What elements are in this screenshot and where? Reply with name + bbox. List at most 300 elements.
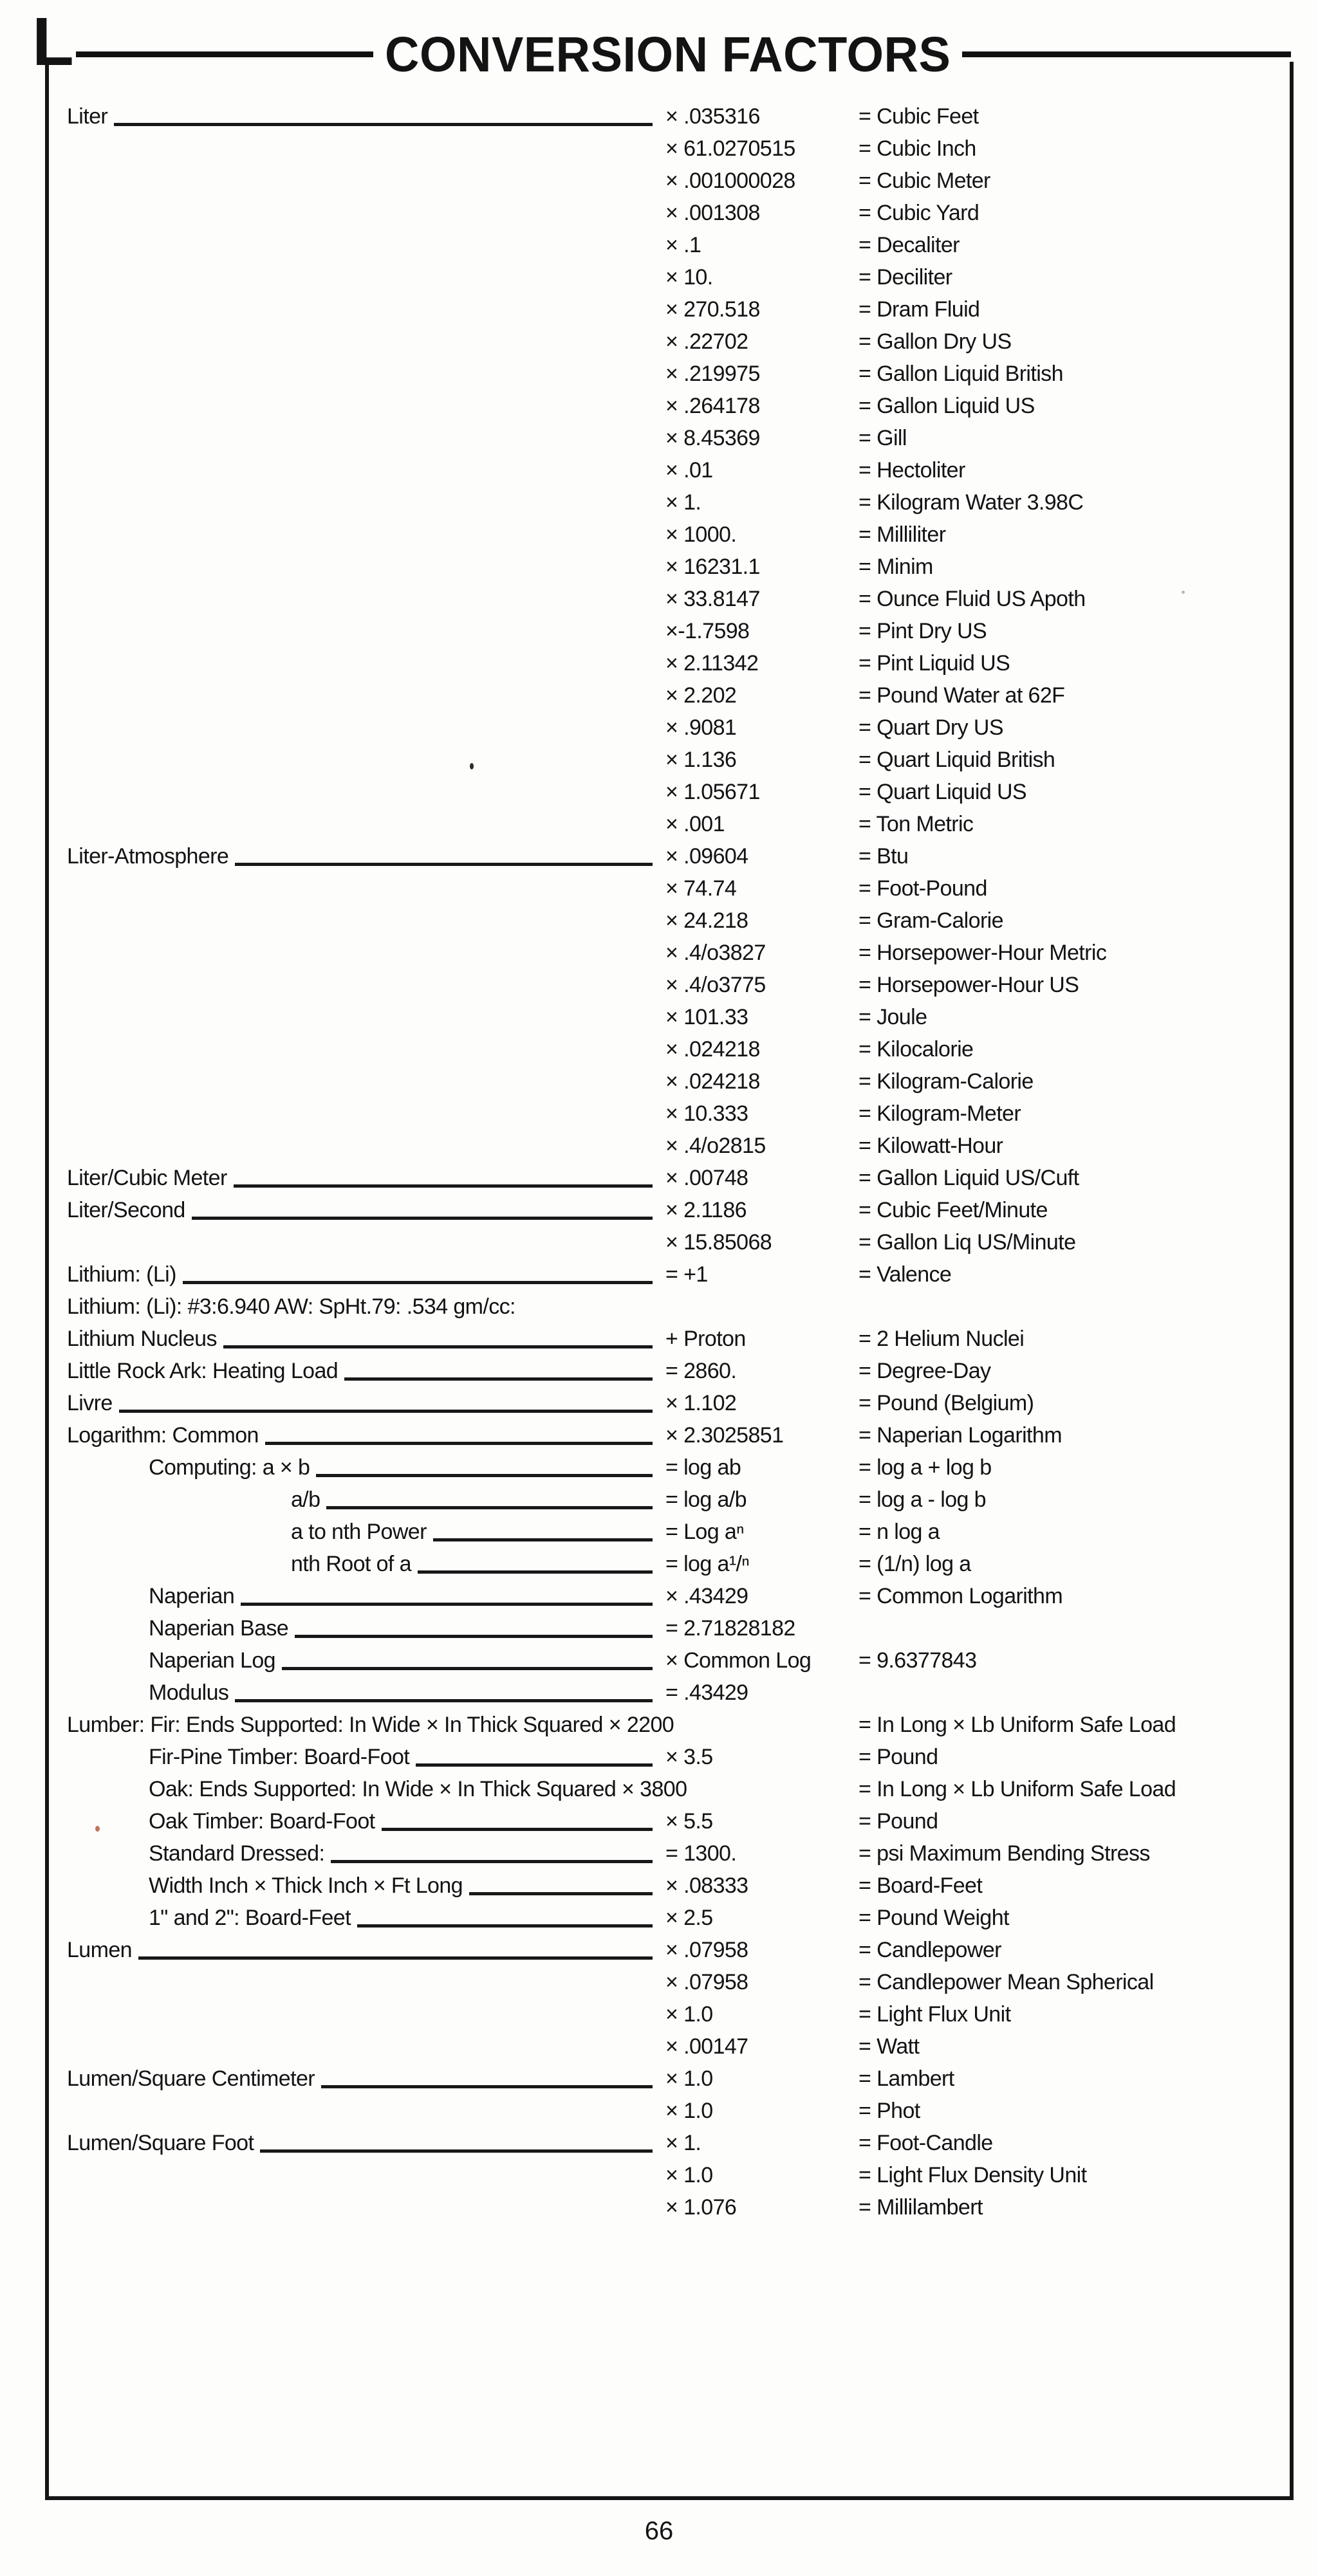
table-row	[67, 1387, 1288, 1419]
row-result: = Phot	[859, 2099, 920, 2123]
row-label-cell	[67, 454, 665, 486]
row-result: = log a + log b	[859, 1455, 992, 1480]
row-factor: × 2.3025851	[665, 1423, 784, 1448]
table-row	[67, 2095, 1288, 2127]
row-result: = Pound Weight	[859, 1906, 1009, 1930]
row-factor: × 10.	[665, 265, 713, 290]
row-factor: + Proton	[665, 1327, 746, 1351]
row-factor: × .219975	[665, 362, 760, 386]
table-row	[67, 454, 1288, 486]
table-row	[67, 1580, 1288, 1612]
row-label-cell	[67, 1355, 665, 1387]
row-result: = 9.6377843	[859, 1648, 977, 1673]
row-label: Logarithm: Common	[67, 1423, 259, 1448]
table-row	[67, 1516, 1288, 1548]
table-row	[67, 872, 1288, 905]
table-row	[67, 2159, 1288, 2191]
row-label-cell	[67, 1033, 665, 1065]
row-label-cell	[67, 1516, 665, 1548]
row-label-cell	[67, 197, 665, 229]
row-factor: × .4/o2815	[665, 1134, 766, 1158]
scan-speck	[95, 1826, 100, 1832]
leader-line	[235, 863, 653, 866]
row-factor: × .024218	[665, 1037, 760, 1062]
row-label-cell	[67, 1998, 665, 2030]
row-factor	[665, 1709, 859, 1741]
row-label-cell	[67, 1548, 665, 1580]
table-row	[67, 519, 1288, 551]
row-result: = Light Flux Unit	[859, 2002, 1011, 2027]
leader-line	[433, 1538, 653, 1541]
row-factor: × .4/o3775	[665, 973, 766, 997]
table-row	[67, 1001, 1288, 1033]
table-row	[67, 1677, 1288, 1709]
row-label: nth Root of a	[291, 1552, 411, 1576]
row-result: = Cubic Yard	[859, 201, 979, 225]
row-label: Little Rock Ark: Heating Load	[67, 1359, 339, 1383]
table-row	[67, 2063, 1288, 2095]
row-label: Naperian Log	[149, 1648, 275, 1673]
row-result: = Dram Fluid	[859, 297, 980, 322]
table-row	[67, 100, 1288, 133]
row-factor: × .1	[665, 233, 701, 257]
row-label-cell	[67, 808, 665, 840]
row-label: Naperian	[149, 1584, 235, 1608]
row-factor: × .00147	[665, 2034, 748, 2059]
row-label-cell	[67, 1226, 665, 1258]
row-result: = Pound	[859, 1809, 938, 1834]
row-factor: × 2.5	[665, 1906, 713, 1930]
row-factor: × .4/o3827	[665, 941, 766, 965]
row-label-cell	[67, 2127, 665, 2159]
row-factor: = +1	[665, 1262, 708, 1287]
row-label-cell	[67, 293, 665, 326]
table-row	[67, 1709, 1288, 1741]
row-result	[859, 1612, 1288, 1644]
table-row	[67, 1902, 1288, 1934]
row-label-cell	[67, 1580, 665, 1612]
row-result: = Kilocalorie	[859, 1037, 974, 1062]
table-row	[67, 1966, 1288, 1998]
leader-line	[344, 1377, 653, 1381]
row-label-cell	[67, 486, 665, 519]
row-factor: × Common Log	[665, 1648, 812, 1673]
row-factor: × 1.076	[665, 2195, 737, 2220]
row-label-cell	[67, 1258, 665, 1291]
table-row	[67, 1033, 1288, 1065]
row-factor: × .264178	[665, 394, 760, 418]
row-result: = Candlepower Mean Spherical	[859, 1970, 1154, 1994]
row-label: Width Inch × Thick Inch × Ft Long	[149, 1873, 463, 1898]
row-factor: × .08333	[665, 1873, 748, 1898]
row-label: Oak: Ends Supported: In Wide × In Thick Squared × 3800	[149, 1777, 687, 1801]
table-row	[67, 1484, 1288, 1516]
table-row	[67, 1226, 1288, 1258]
row-label-cell	[67, 1837, 665, 1870]
row-factor: × .01	[665, 458, 713, 483]
section-letter: L	[32, 4, 73, 80]
row-result: = Valence	[859, 1262, 952, 1287]
row-label-cell	[67, 647, 665, 679]
row-label-cell	[67, 519, 665, 551]
row-factor: = 1300.	[665, 1841, 737, 1866]
leader-line	[357, 1924, 653, 1927]
row-result: = Hectoliter	[859, 458, 965, 483]
table-row	[67, 679, 1288, 712]
row-label: Lithium: (Li)	[67, 1262, 176, 1287]
table-row	[67, 1098, 1288, 1130]
row-label-cell	[67, 2095, 665, 2127]
row-label-cell	[67, 679, 665, 712]
row-label: 1" and 2": Board-Feet	[149, 1906, 351, 1930]
table-row	[67, 647, 1288, 679]
row-result: = Gallon Liquid US	[859, 394, 1035, 418]
row-result: = Light Flux Density Unit	[859, 2163, 1087, 2187]
row-label-cell	[67, 744, 665, 776]
row-result: = Gallon Liquid British	[859, 362, 1063, 386]
row-factor: × .09604	[665, 844, 748, 869]
row-factor: = .43429	[665, 1680, 748, 1705]
table-row	[67, 583, 1288, 615]
row-result: = n log a	[859, 1520, 940, 1544]
row-result: = Milliliter	[859, 522, 946, 547]
row-result: = Gallon Liquid US/Cuft	[859, 1166, 1079, 1190]
row-label-cell	[67, 390, 665, 422]
row-factor: × 8.45369	[665, 426, 760, 450]
row-result: = Ounce Fluid US Apoth	[859, 587, 1086, 611]
leader-line	[416, 1763, 653, 1767]
row-factor: × 1.136	[665, 748, 737, 772]
row-result: = Lambert	[859, 2066, 954, 2091]
row-result: = In Long × Lb Uniform Safe Load	[859, 1713, 1176, 1737]
row-factor: = 2860.	[665, 1359, 737, 1383]
leader-line	[321, 2085, 653, 2088]
table-row	[67, 1323, 1288, 1355]
row-result: = In Long × Lb Uniform Safe Load	[859, 1777, 1176, 1801]
row-label: Liter/Cubic Meter	[67, 1166, 227, 1190]
table-row	[67, 808, 1288, 840]
row-factor: × 10.333	[665, 1101, 748, 1126]
leader-line	[114, 123, 653, 126]
row-result: = Common Logarithm	[859, 1584, 1063, 1608]
row-label: a to nth Power	[291, 1520, 427, 1544]
table-row	[67, 261, 1288, 293]
row-label-cell	[67, 1162, 665, 1194]
table-row	[67, 840, 1288, 872]
table-row	[67, 1741, 1288, 1773]
row-label-cell	[67, 2063, 665, 2095]
row-result: = Millilambert	[859, 2195, 983, 2220]
row-result: = Kilogram-Meter	[859, 1101, 1021, 1126]
row-result: = Decaliter	[859, 233, 960, 257]
table-row	[67, 2191, 1288, 2223]
row-factor: × 1.0	[665, 2066, 713, 2091]
row-factor: × .9081	[665, 715, 737, 740]
row-label-cell	[67, 776, 665, 808]
row-result: = Foot-Candle	[859, 2131, 993, 2155]
table-row	[67, 2127, 1288, 2159]
row-label-cell	[67, 905, 665, 937]
table-row	[67, 551, 1288, 583]
row-result: = Cubic Meter	[859, 169, 990, 193]
table-row	[67, 1355, 1288, 1387]
row-label-cell	[67, 1130, 665, 1162]
table-row	[67, 776, 1288, 808]
row-label: Oak Timber: Board-Foot	[149, 1809, 375, 1834]
row-label-cell	[67, 1291, 665, 1323]
row-label-cell	[67, 2191, 665, 2223]
leader-line	[235, 1699, 653, 1702]
table-row	[67, 1773, 1288, 1805]
row-factor: × 33.8147	[665, 587, 760, 611]
row-label-cell	[67, 615, 665, 647]
row-label-cell	[67, 229, 665, 261]
row-factor	[665, 1773, 859, 1805]
table-row	[67, 1805, 1288, 1837]
row-label-cell	[67, 712, 665, 744]
table-row	[67, 1065, 1288, 1098]
row-result: = Cubic Inch	[859, 136, 976, 161]
table-row	[67, 197, 1288, 229]
leader-line	[326, 1506, 653, 1509]
row-factor: × 2.202	[665, 683, 737, 708]
row-label-cell	[67, 840, 665, 872]
table-row	[67, 1548, 1288, 1580]
row-label-cell	[67, 1773, 687, 1805]
row-factor: × .22702	[665, 329, 748, 354]
table-row	[67, 2030, 1288, 2063]
row-label-cell	[67, 1484, 665, 1516]
leader-line	[223, 1345, 653, 1348]
row-factor: × 101.33	[665, 1005, 748, 1029]
header-rule-right	[962, 51, 1291, 57]
scan-speck	[470, 763, 474, 769]
row-label-cell	[67, 326, 665, 358]
row-result: = Gill	[859, 426, 907, 450]
row-result: = (1/n) log a	[859, 1552, 971, 1576]
table-row	[67, 615, 1288, 647]
row-result: = Ton Metric	[859, 812, 974, 836]
row-label-cell	[67, 969, 665, 1001]
row-label-cell	[67, 2030, 665, 2063]
row-label-cell	[67, 1419, 665, 1451]
table-row	[67, 1258, 1288, 1291]
row-result: = Pound	[859, 1745, 938, 1769]
leader-line	[418, 1570, 653, 1574]
row-factor: = log a/b	[665, 1487, 747, 1512]
row-factor	[665, 1291, 859, 1323]
leader-line	[183, 1281, 653, 1284]
leader-line	[295, 1635, 653, 1638]
table-row	[67, 358, 1288, 390]
leader-line	[192, 1217, 653, 1220]
table-row	[67, 905, 1288, 937]
row-factor: × 1.0	[665, 2002, 713, 2027]
row-label-cell	[67, 1677, 665, 1709]
row-factor: × .001	[665, 812, 725, 836]
row-factor: × .07958	[665, 1970, 748, 1994]
table-row	[67, 486, 1288, 519]
table-row	[67, 1998, 1288, 2030]
row-result: = Pint Liquid US	[859, 651, 1010, 676]
row-factor: × .035316	[665, 104, 760, 129]
table-row	[67, 1130, 1288, 1162]
table-row	[67, 1934, 1288, 1966]
row-result: = Joule	[859, 1005, 927, 1029]
table-row	[67, 326, 1288, 358]
row-label-cell	[67, 261, 665, 293]
row-result: = Pound Water at 62F	[859, 683, 1065, 708]
row-label: Lithium Nucleus	[67, 1327, 217, 1351]
row-label-cell	[67, 358, 665, 390]
table-row	[67, 1194, 1288, 1226]
page-number: 66	[644, 2517, 674, 2545]
row-result: = Kilowatt-Hour	[859, 1134, 1003, 1158]
row-label: Liter-Atmosphere	[67, 844, 229, 869]
leader-line	[331, 1860, 653, 1863]
row-factor: × .024218	[665, 1069, 760, 1094]
row-label: Liter/Second	[67, 1198, 185, 1222]
row-factor: × .001308	[665, 201, 760, 225]
row-factor: × 1000.	[665, 522, 737, 547]
table-row	[67, 1837, 1288, 1870]
leader-line	[382, 1828, 653, 1831]
row-result: = Kilogram Water 3.98C	[859, 490, 1084, 515]
row-factor: × 61.0270515	[665, 136, 795, 161]
table-row	[67, 229, 1288, 261]
table-row	[67, 422, 1288, 454]
row-label-cell	[67, 1805, 665, 1837]
table-row	[67, 1612, 1288, 1644]
row-label-cell	[67, 1870, 665, 1902]
row-label-cell	[67, 422, 665, 454]
row-factor: × .07958	[665, 1938, 748, 1962]
row-label: Standard Dressed:	[149, 1841, 325, 1866]
row-label: Liter	[67, 104, 108, 129]
row-factor: × 1.	[665, 2131, 701, 2155]
row-result: = Quart Liquid British	[859, 748, 1055, 772]
leader-line	[265, 1442, 653, 1445]
row-label-cell	[67, 165, 665, 197]
leader-line	[119, 1410, 653, 1413]
row-factor: × 16231.1	[665, 555, 760, 579]
row-result: = Degree-Day	[859, 1359, 991, 1383]
row-factor: × 2.11342	[665, 651, 759, 676]
row-result: = Quart Liquid US	[859, 780, 1027, 804]
row-result: = log a - log b	[859, 1487, 986, 1512]
row-label-cell	[67, 872, 665, 905]
row-label-cell	[67, 1387, 665, 1419]
row-result: = Gallon Dry US	[859, 329, 1012, 354]
table-row	[67, 390, 1288, 422]
row-label: Modulus	[149, 1680, 229, 1705]
row-label-cell	[67, 1194, 665, 1226]
row-result: = Cubic Feet/Minute	[859, 1198, 1048, 1222]
row-result: = Foot-Pound	[859, 876, 987, 901]
row-label-cell	[67, 1001, 665, 1033]
row-result: = Horsepower-Hour Metric	[859, 941, 1107, 965]
row-label-cell	[67, 937, 665, 969]
row-result: = Cubic Feet	[859, 104, 979, 129]
leader-line	[260, 2149, 653, 2153]
row-result: = 2 Helium Nuclei	[859, 1327, 1025, 1351]
table-row	[67, 744, 1288, 776]
row-factor: × 1.0	[665, 2163, 713, 2187]
row-label: Fir-Pine Timber: Board-Foot	[149, 1745, 410, 1769]
row-result: = Quart Dry US	[859, 715, 1003, 740]
row-result	[859, 1677, 1288, 1709]
row-label-cell	[67, 1709, 674, 1741]
row-result: = Naperian Logarithm	[859, 1423, 1062, 1448]
row-label-cell	[67, 1065, 665, 1098]
row-label-cell	[67, 1323, 665, 1355]
row-label: Naperian Base	[149, 1616, 289, 1641]
row-label-cell	[67, 1644, 665, 1677]
row-factor: = log a¹/ⁿ	[665, 1552, 750, 1576]
leader-line	[282, 1667, 653, 1670]
row-label-cell	[67, 1098, 665, 1130]
row-factor: = 2.71828182	[665, 1616, 795, 1641]
leader-line	[316, 1474, 653, 1477]
row-result: = Deciliter	[859, 265, 952, 290]
table-row	[67, 293, 1288, 326]
row-factor: × 1.	[665, 490, 701, 515]
row-label-cell	[67, 2159, 665, 2191]
row-label-cell	[67, 1741, 665, 1773]
row-result: = Candlepower	[859, 1938, 1001, 1962]
row-label: Lumen/Square Centimeter	[67, 2066, 315, 2091]
row-label: a/b	[291, 1487, 320, 1512]
leader-line	[138, 1956, 653, 1960]
row-factor: × .43429	[665, 1584, 748, 1608]
row-label-cell	[67, 1902, 665, 1934]
row-factor: × 24.218	[665, 908, 748, 933]
row-label-cell	[67, 133, 665, 165]
conversion-table	[67, 100, 1288, 2223]
row-factor: × 74.74	[665, 876, 737, 901]
row-factor: ×-1.7598	[665, 619, 750, 643]
table-row	[67, 712, 1288, 744]
table-row	[67, 1451, 1288, 1484]
row-label-cell	[67, 1612, 665, 1644]
row-label-cell	[67, 1934, 665, 1966]
row-label: Lumen/Square Foot	[67, 2131, 254, 2155]
row-result: = Watt	[859, 2034, 920, 2059]
row-label: Livre	[67, 1391, 113, 1415]
table-row	[67, 937, 1288, 969]
table-row	[67, 133, 1288, 165]
row-result: = Gram-Calorie	[859, 908, 1003, 933]
table-row	[67, 1644, 1288, 1677]
row-factor: × .001000028	[665, 169, 795, 193]
row-result: = Minim	[859, 555, 933, 579]
row-label: Computing: a × b	[149, 1455, 310, 1480]
row-factor: × 15.85068	[665, 1230, 772, 1255]
leader-line	[234, 1184, 653, 1188]
row-result: = Board-Feet	[859, 1873, 983, 1898]
row-label-cell	[67, 583, 665, 615]
row-result: = psi Maximum Bending Stress	[859, 1841, 1150, 1866]
page-title: CONVERSION FACTORS	[385, 26, 951, 82]
row-factor: × 5.5	[665, 1809, 713, 1834]
row-factor: × 270.518	[665, 297, 760, 322]
row-label-cell	[67, 100, 665, 133]
row-label: Lithium: (Li): #3:6.940 AW: SpHt.79: .534 gm/cc:	[67, 1294, 515, 1319]
row-factor: × 1.0	[665, 2099, 713, 2123]
table-row	[67, 1291, 1288, 1323]
leader-line	[241, 1603, 653, 1606]
row-factor: = Log aⁿ	[665, 1520, 744, 1544]
